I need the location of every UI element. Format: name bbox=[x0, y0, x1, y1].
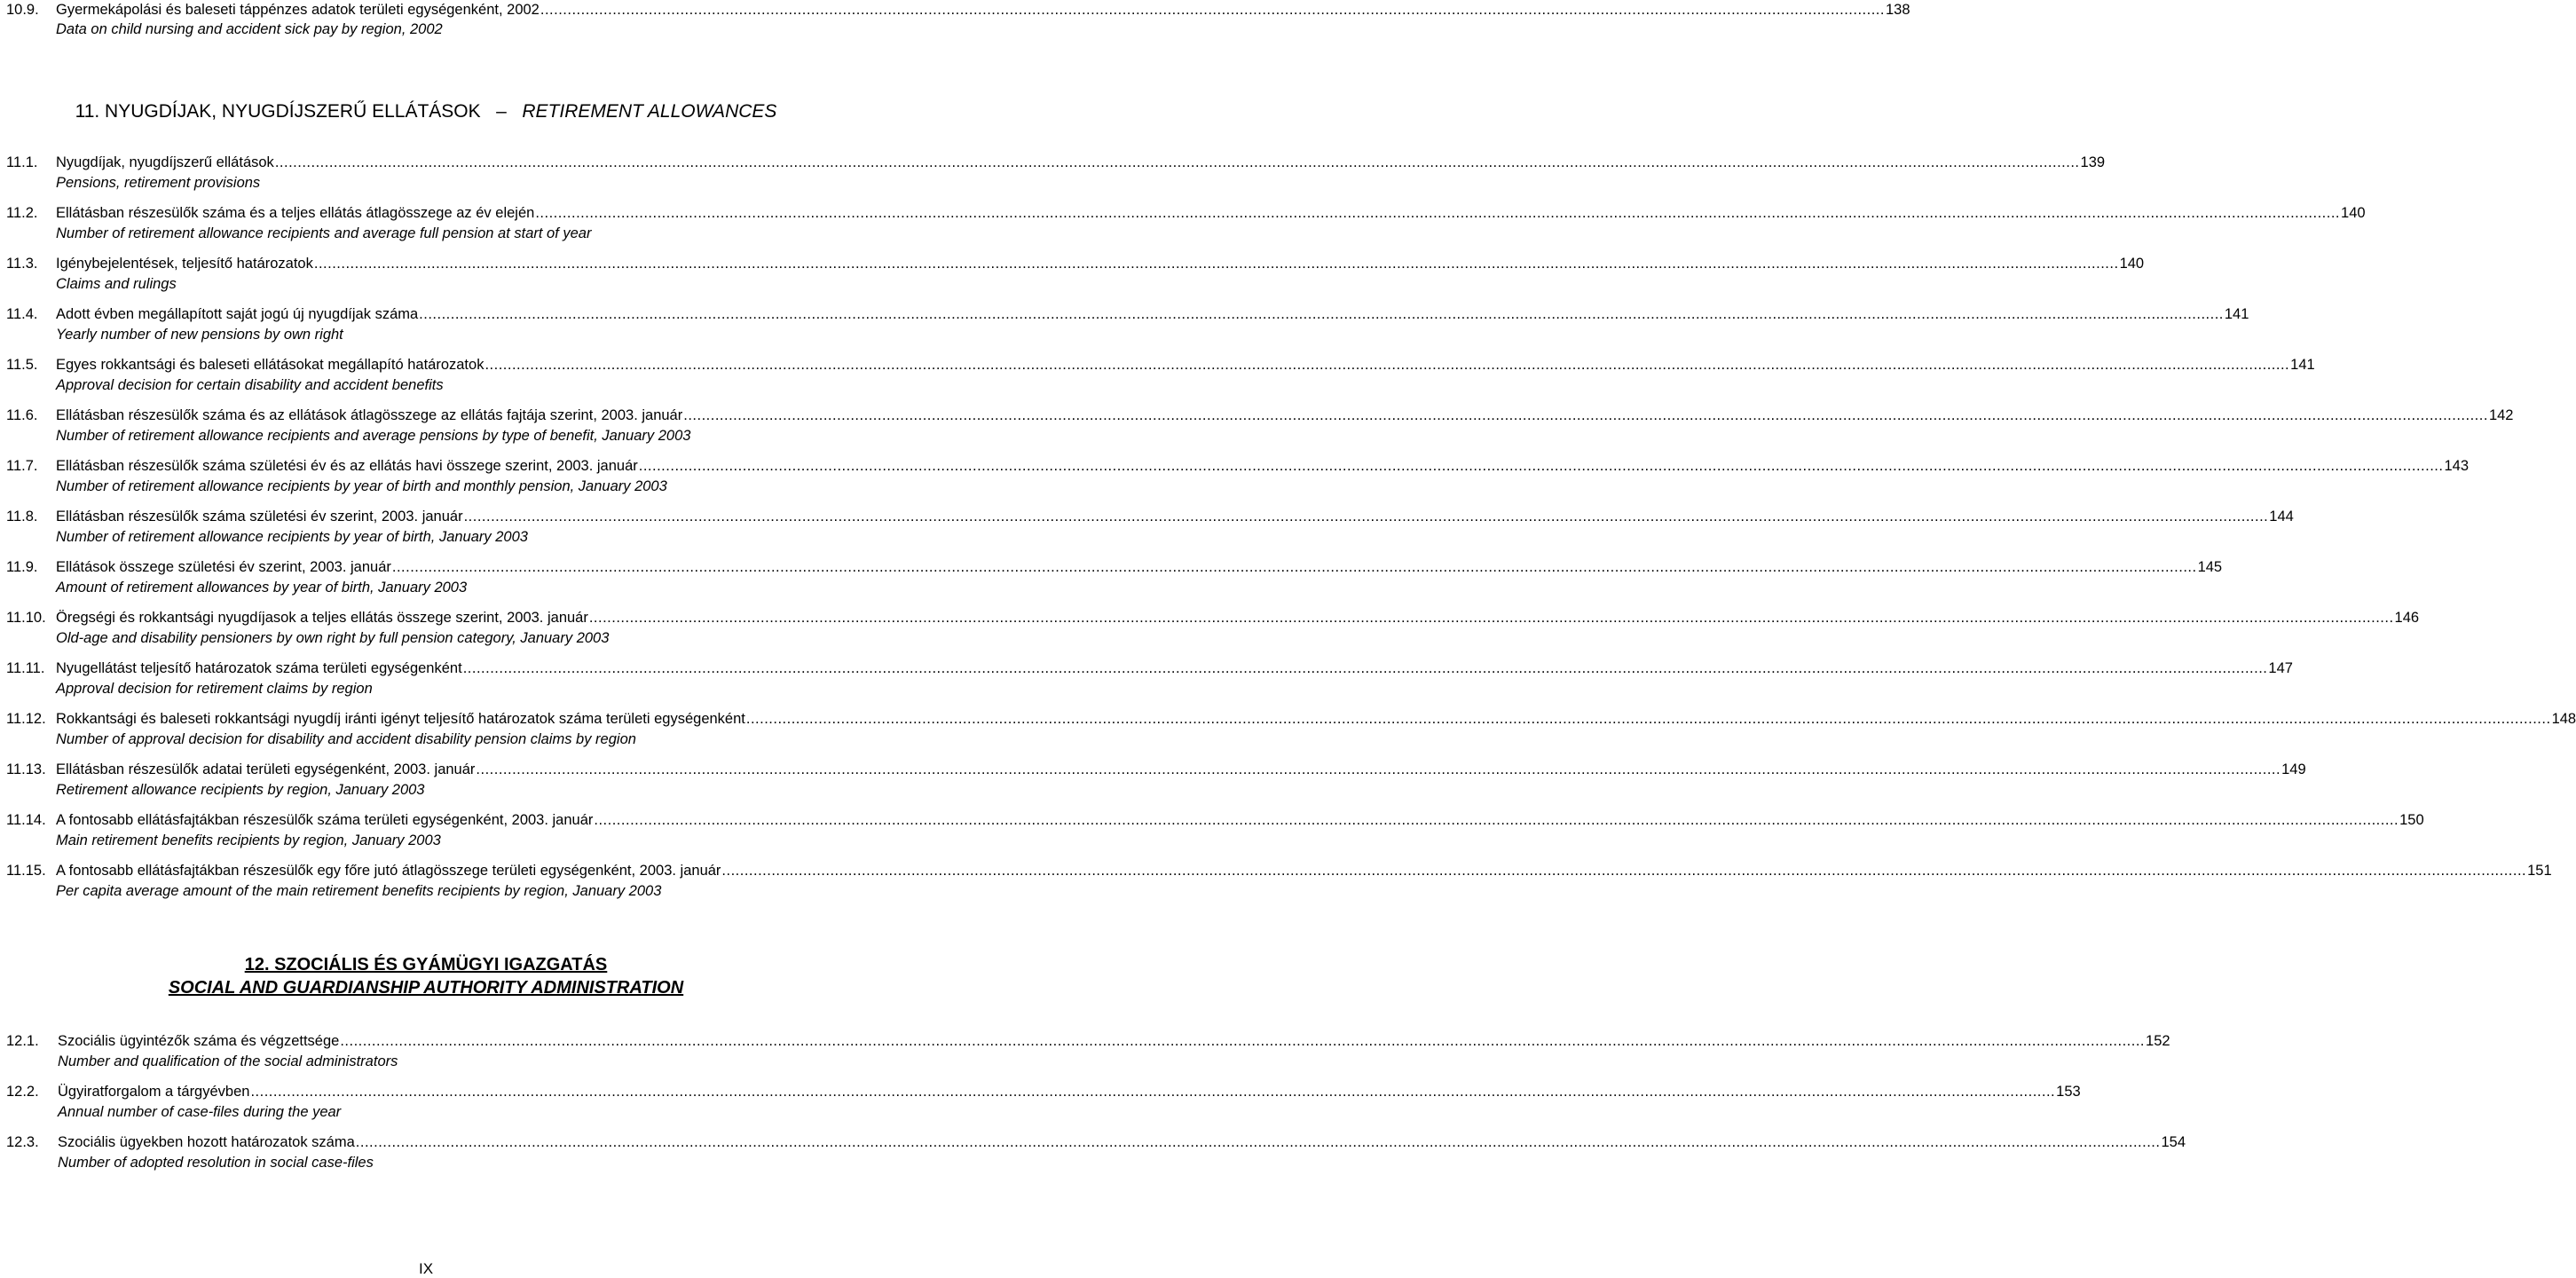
entry-number: 11.6. bbox=[6, 407, 38, 423]
chapter-heading-11-dash: – bbox=[496, 101, 507, 122]
entry-number: 11.2. bbox=[6, 205, 38, 221]
leader-dots: ................................................................................................................................................................................................................................................................................................................................................................................................................ bbox=[274, 154, 2080, 170]
entry-hu-title: Ellátásban részesülők száma és az ellátások átlagösszege az ellátás fajtája szerint, 2003. január bbox=[56, 407, 683, 423]
entry-page: 138 bbox=[1885, 2, 1910, 18]
entry-hu-title: Szociális ügyintézők száma és végzettsége bbox=[58, 1033, 340, 1049]
entry-hu-line[interactable] bbox=[56, 660, 2293, 677]
leader-dots: ................................................................................................................................................................................................................................................................................................................................................................................................................ bbox=[476, 761, 2281, 777]
leader-dots: ................................................................................................................................................................................................................................................................................................................................................................................................................ bbox=[588, 610, 2394, 626]
entry-page: 150 bbox=[2399, 812, 2424, 828]
entry-hu-title: Ellátásban részesülők száma és a teljes ellátás átlagösszege az év elején bbox=[56, 205, 535, 221]
entry-en-title: Amount of retirement allowances by year of birth, January 2003 bbox=[56, 580, 468, 596]
leader-dots: ................................................................................................................................................................................................................................................................................................................................................................................................................ bbox=[594, 812, 2399, 828]
entry-en-title: Yearly number of new pensions by own right bbox=[56, 327, 343, 343]
entry-page: 151 bbox=[2527, 863, 2552, 879]
entry-hu-title: Adott évben megállapított saját jogú új nyugdíjak száma bbox=[56, 306, 419, 322]
entry-hu-line[interactable] bbox=[56, 711, 2576, 728]
entry-hu-title: Igénybejelentések, teljesítő határozatok bbox=[56, 256, 313, 272]
leader-dots: ................................................................................................................................................................................................................................................................................................................................................................................................................ bbox=[463, 509, 2269, 525]
entry-hu-title: Rokkantsági és baleseti rokkantsági nyugdíj iránti igényt teljesítő határozatok száma területi egységenként bbox=[56, 711, 745, 727]
entry-number: 11.5. bbox=[6, 357, 38, 373]
entry-hu-line[interactable] bbox=[56, 205, 2366, 222]
entry-en-title: Number and qualification of the social administrators bbox=[58, 1053, 398, 1069]
entry-page: 146 bbox=[2394, 610, 2420, 626]
entry-hu-title: Ellátásban részesülők száma születési év szerint, 2003. január bbox=[56, 509, 463, 525]
entry-number: 11.7. bbox=[6, 458, 38, 474]
entry-number: 11.1. bbox=[6, 154, 38, 170]
entry-hu-line[interactable] bbox=[56, 812, 2424, 829]
entry-hu-title: Ellátásban részesülők adatai területi egységenként, 2003. január bbox=[56, 761, 476, 777]
entry-hu-title: A fontosabb ellátásfajtákban részesülők egy főre jutó átlagösszege területi egységenként, 2003. január bbox=[56, 863, 721, 879]
entry-number: 11.10. bbox=[6, 610, 46, 626]
entry-en-title: Claims and rulings bbox=[56, 276, 177, 292]
entry-number: 11.15. bbox=[6, 863, 46, 879]
entry-number: 12.1. bbox=[6, 1033, 39, 1049]
entry-hu-line[interactable] bbox=[56, 2, 1910, 19]
entry-number: 11.9. bbox=[6, 559, 38, 575]
entry-en-title: Per capita average amount of the main retirement benefits recipients by region, January 2003 bbox=[56, 883, 662, 899]
entry-hu-title: Nyugellátást teljesítő határozatok száma területi egységenként bbox=[56, 660, 462, 676]
entry-page: 152 bbox=[2146, 1033, 2170, 1049]
entry-number: 11.4. bbox=[6, 306, 38, 322]
leader-dots: ................................................................................................................................................................................................................................................................................................................................................................................................................ bbox=[462, 660, 2268, 676]
entry-number: 11.14. bbox=[6, 812, 46, 828]
leader-dots: ................................................................................................................................................................................................................................................................................................................................................................................................................ bbox=[484, 357, 2290, 373]
entry-en-title: Approval decision for retirement claims by region bbox=[56, 681, 373, 697]
entry-number: 12.3. bbox=[6, 1134, 39, 1150]
entry-en-title: Number of approval decision for disability and accident disability pension claims by region bbox=[56, 731, 636, 747]
entry-page: 142 bbox=[2488, 407, 2514, 423]
entry-hu-title: Ellátások összege születési év szerint, 2003. január bbox=[56, 559, 391, 575]
entry-page: 141 bbox=[2290, 357, 2315, 373]
entry-hu-title: Egyes rokkantsági és baleseti ellátásokat megállapító határozatok bbox=[56, 357, 484, 373]
entry-hu-line[interactable] bbox=[56, 509, 2294, 525]
leader-dots: ................................................................................................................................................................................................................................................................................................................................................................................................................ bbox=[535, 205, 2341, 221]
entry-page: 140 bbox=[2341, 205, 2366, 221]
entry-hu-title: Ellátásban részesülők száma születési év és az ellátás havi összege szerint, 2003. január bbox=[56, 458, 638, 474]
chapter-heading-12-en: SOCIAL AND GUARDIANSHIP AUTHORITY ADMINISTRATION bbox=[168, 978, 684, 998]
entry-en-title: Approval decision for certain disability and accident benefits bbox=[56, 377, 444, 393]
entry-number: 10.9. bbox=[6, 2, 39, 18]
entry-hu-line[interactable] bbox=[56, 407, 2514, 424]
entry-hu-title: Ügyiratforgalom a tárgyévben bbox=[58, 1084, 250, 1100]
entry-hu-line[interactable] bbox=[58, 1134, 2186, 1151]
entry-en-title: Pensions, retirement provisions bbox=[56, 175, 261, 191]
entry-hu-line[interactable] bbox=[56, 458, 2469, 475]
entry-en-title: Old-age and disability pensioners by own right by full pension category, January 2003 bbox=[56, 630, 610, 646]
entry-page: 145 bbox=[2197, 559, 2223, 575]
entry-hu-title: A fontosabb ellátásfajtákban részesülők száma területi egységenként, 2003. január bbox=[56, 812, 594, 828]
entry-hu-line[interactable] bbox=[56, 256, 2145, 272]
entry-hu-title: Nyugdíjak, nyugdíjszerű ellátások bbox=[56, 154, 274, 170]
leader-dots: ................................................................................................................................................................................................................................................................................................................................................................................................................ bbox=[391, 559, 2197, 575]
entry-page: 149 bbox=[2281, 761, 2306, 777]
entry-page: 143 bbox=[2444, 458, 2469, 474]
chapter-heading-11-en: RETIREMENT ALLOWANCES bbox=[522, 101, 777, 122]
entry-hu-line[interactable] bbox=[56, 559, 2223, 576]
entry-hu-line[interactable] bbox=[58, 1084, 2081, 1100]
entry-en-title: Number of retirement allowance recipients and average full pension at start of year bbox=[56, 225, 592, 241]
leader-dots: ................................................................................................................................................................................................................................................................................................................................................................................................................ bbox=[683, 407, 2488, 423]
leader-dots: ................................................................................................................................................................................................................................................................................................................................................................................................................ bbox=[250, 1084, 2056, 1100]
entry-hu-title: Szociális ügyekben hozott határozatok száma bbox=[58, 1134, 355, 1150]
entry-en-title: Number of retirement allowance recipients by year of birth and monthly pension, January 2003 bbox=[56, 478, 667, 494]
entry-hu-title: Gyermekápolási és baleseti táppénzes adatok területi egységenként, 2002 bbox=[56, 2, 540, 18]
entry-page: 140 bbox=[2119, 256, 2145, 272]
chapter-heading-11-hu: 11. NYUGDÍJAK, NYUGDÍJSZERŰ ELLÁTÁSOK bbox=[75, 101, 481, 122]
leader-dots: ................................................................................................................................................................................................................................................................................................................................................................................................................ bbox=[419, 306, 2224, 322]
leader-dots: ................................................................................................................................................................................................................................................................................................................................................................................................................ bbox=[721, 863, 2527, 879]
entry-hu-line[interactable] bbox=[56, 863, 2552, 880]
entry-hu-line[interactable] bbox=[58, 1033, 2170, 1050]
entry-number: 11.3. bbox=[6, 256, 38, 272]
leader-dots: ................................................................................................................................................................................................................................................................................................................................................................................................................ bbox=[355, 1134, 2161, 1150]
entry-en-title: Number of adopted resolution in social case-files bbox=[58, 1155, 374, 1171]
entry-number: 11.13. bbox=[6, 761, 46, 777]
entry-hu-line[interactable] bbox=[56, 306, 2249, 323]
entry-number: 12.2. bbox=[6, 1084, 39, 1100]
entry-hu-line[interactable] bbox=[56, 154, 2106, 171]
entry-number: 11.12. bbox=[6, 711, 46, 727]
page-number: IX bbox=[418, 1260, 434, 1277]
entry-page: 148 bbox=[2551, 711, 2576, 727]
entry-en-title: Main retirement benefits recipients by region, January 2003 bbox=[56, 832, 441, 848]
entry-en-title: Annual number of case-files during the year bbox=[58, 1104, 342, 1120]
entry-number: 11.11. bbox=[6, 660, 45, 676]
entry-number: 11.8. bbox=[6, 509, 38, 525]
entry-en-title: Number of retirement allowance recipients by year of birth, January 2003 bbox=[56, 529, 528, 545]
leader-dots: ................................................................................................................................................................................................................................................................................................................................................................................................................ bbox=[340, 1033, 2146, 1049]
entry-page: 139 bbox=[2080, 154, 2106, 170]
chapter-heading-11 bbox=[0, 101, 852, 122]
chapter-heading-12-hu: 12. SZOCIÁLIS ÉS GYÁMÜGYI IGAZGATÁS bbox=[244, 955, 608, 974]
entry-page: 154 bbox=[2161, 1134, 2186, 1150]
leader-dots: ................................................................................................................................................................................................................................................................................................................................................................................................................ bbox=[745, 711, 2551, 727]
entry-hu-line[interactable] bbox=[56, 761, 2306, 778]
entry-hu-line[interactable] bbox=[56, 357, 2315, 374]
entry-hu-title: Öregségi és rokkantsági nyugdíjasok a teljes ellátás összege szerint, 2003. január bbox=[56, 610, 588, 626]
leader-dots: ................................................................................................................................................................................................................................................................................................................................................................................................................ bbox=[638, 458, 2444, 474]
entry-hu-line[interactable] bbox=[56, 610, 2420, 627]
leader-dots: .......................................................................................................................................................................................................................................................................................................... bbox=[540, 2, 1885, 18]
entry-page: 141 bbox=[2224, 306, 2249, 322]
entry-page: 153 bbox=[2056, 1084, 2081, 1100]
entry-en-title: Number of retirement allowance recipients and average pensions by type of benefit, January 2003 bbox=[56, 428, 691, 444]
entry-page: 144 bbox=[2269, 509, 2294, 525]
entry-en-title: Retirement allowance recipients by region, January 2003 bbox=[56, 782, 425, 798]
entry-en-title: Data on child nursing and accident sick pay by region, 2002 bbox=[56, 21, 443, 37]
leader-dots: ................................................................................................................................................................................................................................................................................................................................................................................................................ bbox=[313, 256, 2119, 272]
entry-page: 147 bbox=[2268, 660, 2293, 676]
